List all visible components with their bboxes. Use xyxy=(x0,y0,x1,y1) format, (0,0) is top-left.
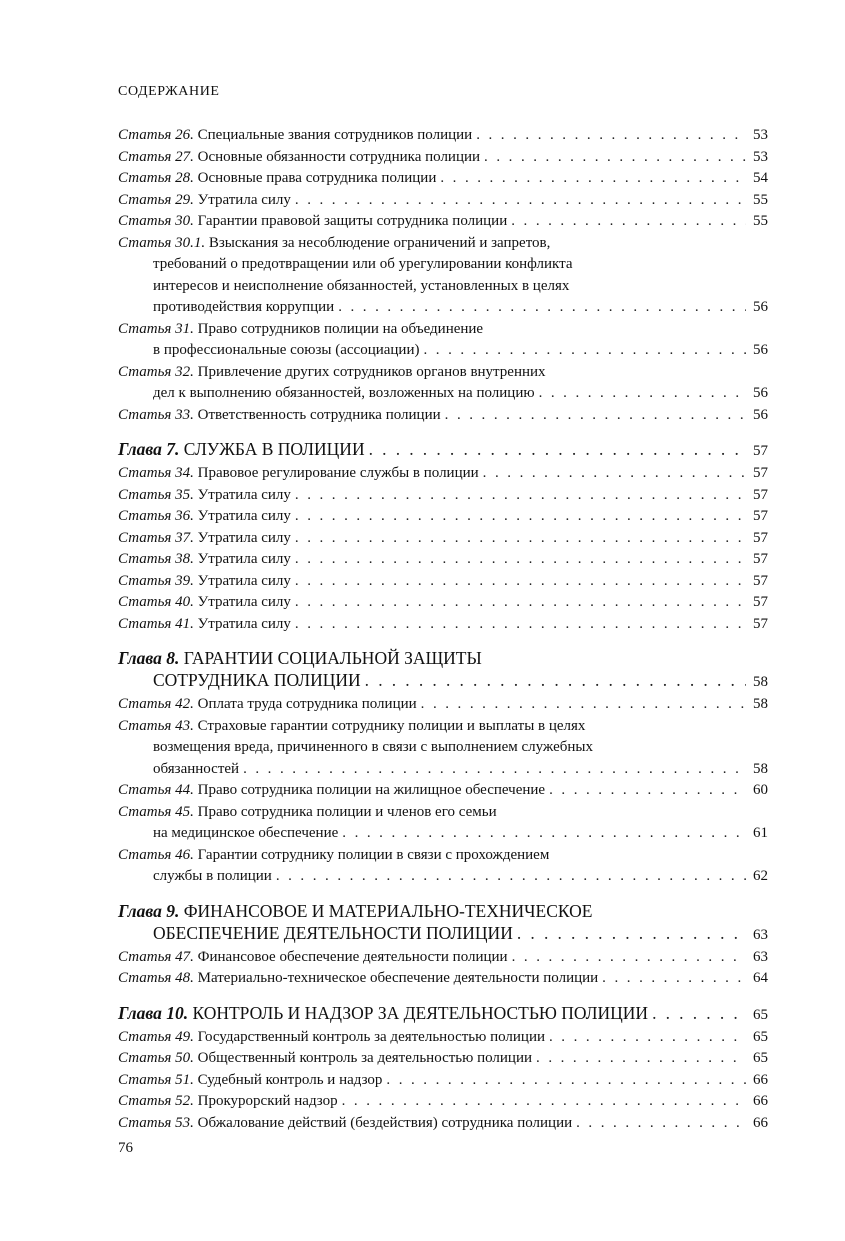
article-number: Статья 45. xyxy=(118,803,194,820)
entry-page-number: 55 xyxy=(753,213,768,229)
toc-line xyxy=(118,1048,768,1070)
entry-title: Судебный контроль и надзор xyxy=(197,1071,383,1088)
entry-page-number: 63 xyxy=(753,926,768,943)
article-number: Статья 36. xyxy=(118,508,194,524)
toc-line xyxy=(118,900,768,922)
dot-leader xyxy=(476,125,746,147)
article-number: Статья 28. xyxy=(118,170,194,186)
toc-article xyxy=(118,780,768,802)
toc-line xyxy=(118,362,768,384)
toc-article xyxy=(118,1113,768,1135)
entry-page-number: 54 xyxy=(753,170,768,186)
article-number: Статья 43. xyxy=(118,717,194,734)
entry-title: Привлечение других сотрудников органов внутренних xyxy=(197,363,546,380)
toc-line xyxy=(118,759,768,781)
entry-title: Гарантии правовой защиты сотрудника полиции xyxy=(197,213,508,229)
article-number: Статья 39. xyxy=(118,572,194,589)
entry-page-number: 58 xyxy=(753,674,768,690)
article-number: Статья 48. xyxy=(118,970,194,986)
dot-leader xyxy=(421,694,746,716)
toc-line xyxy=(118,845,768,867)
article-number: Статья 29. xyxy=(118,191,194,208)
dot-leader xyxy=(483,463,746,485)
dot-leader xyxy=(369,438,746,460)
dot-leader xyxy=(295,592,746,614)
entry-title: Основные права сотрудника полиции xyxy=(197,170,437,186)
entry-title: Взыскания за несоблюдение ограничений и запретов, xyxy=(208,234,551,251)
chapter-number: Глава 8. xyxy=(118,648,180,668)
entry-title: Право сотрудника полиции на жилищное обеспечение xyxy=(197,782,546,798)
toc-line xyxy=(118,438,768,462)
dot-leader xyxy=(549,1027,746,1049)
toc-line xyxy=(118,383,768,405)
entry-title: Гарантии сотруднику полиции в связи с прохождением xyxy=(197,846,550,863)
entry-page-number: 66 xyxy=(753,1071,768,1088)
article-number: Статья 32. xyxy=(118,363,194,380)
entry-page-number: 57 xyxy=(753,551,768,567)
toc-line xyxy=(118,737,768,759)
entry-title: Право сотрудников полиции на объединение xyxy=(197,320,484,337)
toc-article xyxy=(118,1091,768,1113)
toc-article xyxy=(118,125,768,147)
dot-leader xyxy=(423,340,746,362)
article-number: Статья 47. xyxy=(118,948,194,965)
entry-title: требований о предотвращении или об урегулировании конфликта xyxy=(153,256,573,272)
toc-article xyxy=(118,233,768,319)
toc-line xyxy=(118,485,768,507)
dot-leader xyxy=(276,866,746,888)
toc-line xyxy=(118,1070,768,1092)
toc-line xyxy=(118,340,768,362)
toc-line xyxy=(118,1002,768,1026)
article-number: Статья 34. xyxy=(118,465,194,481)
toc-line xyxy=(118,549,768,571)
toc-line xyxy=(118,405,768,427)
toc-line xyxy=(118,968,768,990)
entry-page-number: 57 xyxy=(753,572,768,589)
entry-title: Общественный контроль за деятельностью полиции xyxy=(197,1050,533,1066)
toc-article xyxy=(118,549,768,571)
toc-line xyxy=(118,694,768,716)
toc-article xyxy=(118,614,768,636)
article-number: Статья 51. xyxy=(118,1071,194,1088)
toc-article xyxy=(118,1070,768,1092)
dot-leader xyxy=(511,211,746,233)
toc-line xyxy=(118,528,768,550)
toc-article xyxy=(118,190,768,212)
article-number: Статья 26. xyxy=(118,127,194,143)
entry-page-number: 57 xyxy=(753,615,768,632)
article-number: Статья 33. xyxy=(118,406,194,423)
article-number: Статья 40. xyxy=(118,594,194,610)
dot-leader xyxy=(295,549,746,571)
entry-page-number: 57 xyxy=(753,465,768,481)
article-number: Статья 41. xyxy=(118,615,194,632)
toc-article xyxy=(118,319,768,362)
dot-leader xyxy=(342,823,746,845)
entry-title: ФИНАНСОВОЕ И МАТЕРИАЛЬНО-ТЕХНИЧЕСКОЕ xyxy=(183,900,593,921)
toc-chapter xyxy=(118,438,768,462)
entry-title: Страховые гарантии сотруднику полиции и выплаты в целях xyxy=(197,717,586,734)
entry-title: на медицинское обеспечение xyxy=(153,825,339,841)
dot-leader xyxy=(295,528,746,550)
dot-leader xyxy=(342,1091,746,1113)
toc-line xyxy=(118,1113,768,1135)
entry-title: Утратила силу xyxy=(197,529,291,546)
entry-title: Обжалование действий (бездействия) сотрудника полиции xyxy=(197,1114,573,1131)
article-number: Статья 49. xyxy=(118,1028,194,1045)
dot-leader xyxy=(539,383,746,405)
entry-page-number: 58 xyxy=(753,760,768,777)
toc-line xyxy=(118,1091,768,1113)
toc-article xyxy=(118,592,768,614)
entry-page-number: 65 xyxy=(753,1006,768,1023)
toc-article xyxy=(118,1027,768,1049)
toc-line xyxy=(118,614,768,636)
entry-page-number: 57 xyxy=(753,529,768,546)
dot-leader xyxy=(440,168,746,190)
toc-article xyxy=(118,802,768,845)
entry-page-number: 55 xyxy=(753,191,768,208)
toc-article xyxy=(118,463,768,485)
dot-leader xyxy=(445,405,746,427)
article-number: Статья 30.1. xyxy=(118,234,206,251)
entry-title: СОТРУДНИКА ПОЛИЦИИ xyxy=(153,670,361,690)
entry-page-number: 56 xyxy=(753,299,768,315)
toc-line xyxy=(118,147,768,169)
toc-article xyxy=(118,528,768,550)
chapter-number: Глава 10. xyxy=(118,1002,189,1023)
entry-title: обязанностей xyxy=(153,760,240,777)
entry-title: Утратила силу xyxy=(197,508,291,524)
entry-title: Утратила силу xyxy=(197,486,291,503)
entry-title: Утратила силу xyxy=(197,615,291,632)
table-of-contents xyxy=(118,125,768,1134)
toc-line xyxy=(118,168,768,190)
toc-chapter xyxy=(118,900,768,946)
entry-title: ОБЕСПЕЧЕНИЕ ДЕЯТЕЛЬНОСТИ ПОЛИЦИИ xyxy=(153,922,513,943)
toc-article xyxy=(118,147,768,169)
entry-title: дел к выполнению обязанностей, возложенных на полицию xyxy=(153,385,535,401)
toc-line xyxy=(118,866,768,888)
toc-article xyxy=(118,571,768,593)
toc-line xyxy=(118,823,768,845)
toc-line xyxy=(118,716,768,738)
dot-leader xyxy=(295,190,746,212)
entry-page-number: 57 xyxy=(753,443,768,459)
article-number: Статья 38. xyxy=(118,551,194,567)
toc-line xyxy=(118,254,768,276)
toc-line xyxy=(118,125,768,147)
chapter-number: Глава 7. xyxy=(118,439,180,459)
entry-page-number: 56 xyxy=(753,385,768,401)
toc-article xyxy=(118,211,768,233)
toc-line xyxy=(118,947,768,969)
entry-page-number: 65 xyxy=(753,1028,768,1045)
entry-page-number: 53 xyxy=(753,127,768,143)
dot-leader xyxy=(338,297,746,319)
toc-line xyxy=(118,1027,768,1049)
entry-page-number: 66 xyxy=(753,1114,768,1131)
dot-leader xyxy=(484,147,746,169)
dot-leader xyxy=(386,1070,746,1092)
dot-leader xyxy=(365,669,746,691)
entry-page-number: 56 xyxy=(753,406,768,423)
toc-line xyxy=(118,319,768,341)
dot-leader xyxy=(295,571,746,593)
article-number: Статья 46. xyxy=(118,846,194,863)
entry-title: Утратила силу xyxy=(197,572,291,589)
toc-chapter xyxy=(118,647,768,693)
dot-leader xyxy=(549,780,746,802)
entry-page-number: 56 xyxy=(753,342,768,358)
toc-line xyxy=(118,571,768,593)
entry-title: Право сотрудника полиции и членов его семьи xyxy=(197,803,497,820)
entry-page-number: 57 xyxy=(753,594,768,610)
dot-leader xyxy=(295,485,746,507)
article-number: Статья 53. xyxy=(118,1114,194,1131)
entry-page-number: 53 xyxy=(753,148,768,165)
running-header: СОДЕРЖАНИЕ xyxy=(118,84,220,99)
entry-title: Основные обязанности сотрудника полиции xyxy=(197,148,481,165)
toc-article xyxy=(118,362,768,405)
article-number: Статья 35. xyxy=(118,486,194,503)
toc-line xyxy=(118,233,768,255)
entry-page-number: 64 xyxy=(753,970,768,986)
entry-title: Прокурорский надзор xyxy=(197,1093,338,1109)
entry-title: Оплата труда сотрудника полиции xyxy=(197,696,417,712)
toc-article xyxy=(118,716,768,781)
article-number: Статья 30. xyxy=(118,213,194,229)
page-number: 76 xyxy=(118,1140,133,1156)
entry-page-number: 65 xyxy=(753,1050,768,1066)
toc-article xyxy=(118,485,768,507)
article-number: Статья 27. xyxy=(118,148,194,165)
entry-page-number: 58 xyxy=(753,696,768,712)
toc-line xyxy=(118,276,768,298)
article-number: Статья 52. xyxy=(118,1093,194,1109)
entry-page-number: 61 xyxy=(753,825,768,841)
toc-article xyxy=(118,947,768,969)
entry-title: противодействия коррупции xyxy=(153,299,335,315)
entry-title: Специальные звания сотрудников полиции xyxy=(197,127,473,143)
dot-leader xyxy=(295,506,746,528)
toc-article xyxy=(118,405,768,427)
entry-page-number: 63 xyxy=(753,948,768,965)
entry-title: Правовое регулирование службы в полиции xyxy=(197,465,479,481)
entry-page-number: 57 xyxy=(753,508,768,524)
dot-leader xyxy=(517,922,746,944)
article-number: Статья 50. xyxy=(118,1050,194,1066)
toc-line xyxy=(118,190,768,212)
article-number: Статья 42. xyxy=(118,696,194,712)
entry-title: КОНТРОЛЬ И НАДЗОР ЗА ДЕЯТЕЛЬНОСТЬЮ ПОЛИЦИИ xyxy=(192,1002,649,1023)
dot-leader xyxy=(243,759,746,781)
toc-line xyxy=(118,592,768,614)
entry-title: Утратила силу xyxy=(197,191,291,208)
entry-page-number: 62 xyxy=(753,868,768,884)
entry-page-number: 57 xyxy=(753,486,768,503)
chapter-number: Глава 9. xyxy=(118,900,180,921)
dot-leader xyxy=(536,1048,746,1070)
entry-page-number: 66 xyxy=(753,1093,768,1109)
entry-title: ГАРАНТИИ СОЦИАЛЬНОЙ ЗАЩИТЫ xyxy=(183,648,482,668)
toc-line xyxy=(118,669,768,693)
toc-article xyxy=(118,506,768,528)
entry-title: Финансовое обеспечение деятельности полиции xyxy=(197,948,508,965)
toc-line xyxy=(118,780,768,802)
toc-line xyxy=(118,506,768,528)
toc-line xyxy=(118,647,768,669)
toc-line xyxy=(118,297,768,319)
entry-title: Материально-техническое обеспечение деятельности полиции xyxy=(197,970,599,986)
toc-line xyxy=(118,211,768,233)
article-number: Статья 31. xyxy=(118,320,194,337)
toc-article xyxy=(118,1048,768,1070)
toc-line xyxy=(118,802,768,824)
article-number: Статья 44. xyxy=(118,782,194,798)
dot-leader xyxy=(652,1002,746,1024)
dot-leader xyxy=(602,968,746,990)
entry-title: Утратила силу xyxy=(197,551,291,567)
toc-article xyxy=(118,845,768,888)
toc-article xyxy=(118,694,768,716)
entry-page-number: 60 xyxy=(753,782,768,798)
entry-title: Ответственность сотрудника полиции xyxy=(197,406,441,423)
entry-title: Утратила силу xyxy=(197,594,291,610)
entry-title: в профессиональные союзы (ассоциации) xyxy=(153,342,420,358)
toc-line xyxy=(118,463,768,485)
toc-chapter xyxy=(118,1002,768,1026)
toc-article xyxy=(118,168,768,190)
entry-title: службы в полиции xyxy=(153,868,272,884)
toc-article xyxy=(118,968,768,990)
article-number: Статья 37. xyxy=(118,529,194,546)
entry-title: интересов и неисполнение обязанностей, установленных в целях xyxy=(153,277,570,294)
dot-leader xyxy=(295,614,746,636)
dot-leader xyxy=(576,1113,746,1135)
entry-title: СЛУЖБА В ПОЛИЦИИ xyxy=(183,439,365,459)
entry-title: Государственный контроль за деятельностью полиции xyxy=(197,1028,545,1045)
toc-line xyxy=(118,922,768,946)
dot-leader xyxy=(512,947,746,969)
entry-title: возмещения вреда, причиненного в связи с выполнением служебных xyxy=(153,739,593,755)
